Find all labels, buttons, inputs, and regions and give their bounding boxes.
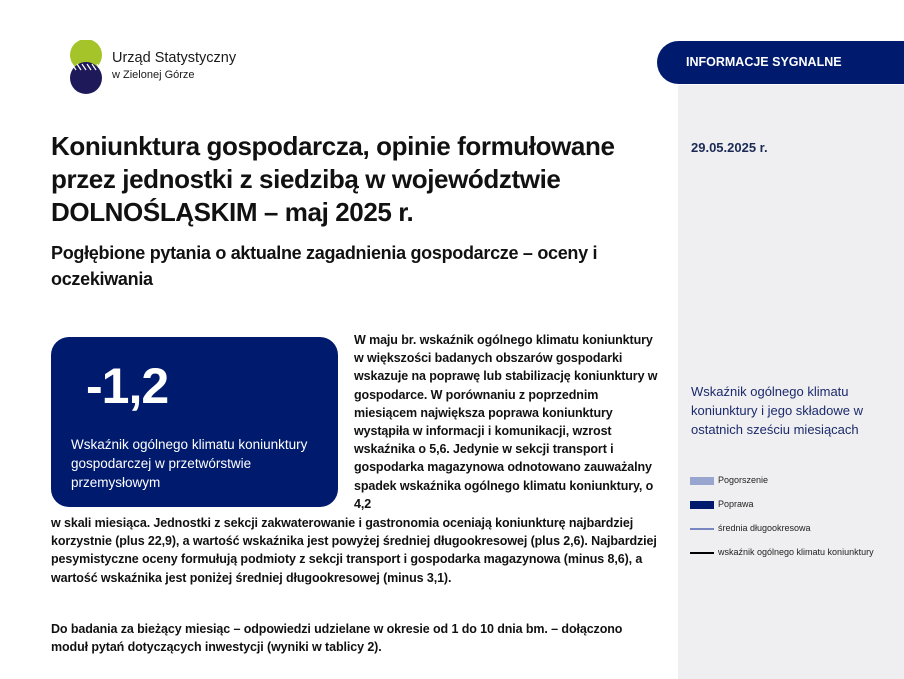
logo-emblem-icon xyxy=(68,40,108,94)
legend-label: Pogorszenie xyxy=(718,475,769,485)
legend-label: wskaźnik ogólnego klimatu koniunktury xyxy=(718,547,874,557)
legend-line-srednia xyxy=(690,528,714,530)
kpi-box xyxy=(51,337,338,507)
page-subtitle: Pogłębione pytania o aktualne zagadnienia gospodarcze – oceny i oczekiwania xyxy=(51,243,598,289)
kpi-label: Wskaźnik ogólnego klimatu koniunktury gospodarczej w przetwórstwie przemysłowym xyxy=(71,437,308,490)
legend-label: Poprawa xyxy=(718,499,754,509)
body-column-text: W maju br. wskaźnik ogólnego klimatu koniunktury w większości badanych obszarów gospodarki wskazuje na poprawę lub stabilizację koniunktury w gospodarce. W porównaniu z poprzednim miesiącem największa poprawa koniunktury wystąpiła w informacji i komunikacji, wzrost wskaźnika o 5,6. Jedynie w sekcji transport i gospodarka magazynowa odnotowano zauważalny spadek wskaźnika ogólnego klimatu koniunktury, o 4,2 xyxy=(354,333,658,511)
legend-line-wskaznik xyxy=(690,552,714,554)
legend-swatch-poprawa xyxy=(690,501,714,509)
logo-text xyxy=(112,50,236,81)
body-paragraph-2: Do badania za bieżący miesiąc – odpowiedzi udzielane w okresie od 1 do 10 dnia bm. – dołączono moduł pytań dotyczących inwestycji (wyniki w tablicy 2). xyxy=(51,622,623,655)
chart-legend xyxy=(690,473,900,569)
logo xyxy=(68,40,258,96)
logo-line1: Urząd Statystyczny xyxy=(112,50,237,66)
publication-date: 29.05.2025 r. xyxy=(691,140,768,155)
section-tab: INFORMACJE SYGNALNE xyxy=(657,41,904,84)
page-title: Koniunktura gospodarcza, opinie formułowane przez jednostki z siedzibą w województwie DOLNOŚLĄSKIM – maj 2025 r. xyxy=(51,131,615,227)
legend-label: średnia długookresowa xyxy=(718,523,811,533)
legend-item-srednia xyxy=(690,521,900,545)
logo-line2: w Zielonej Górze xyxy=(112,68,195,81)
legend-swatch-pogorszenie xyxy=(690,477,714,485)
body-full-text: w skali miesiąca. Jednostki z sekcji zakwaterowanie i gastronomia oceniają koniunkturę najbardziej korzystnie (plus 22,9), a wartość wskaźnika jest powyżej średniej długookresowej (plus 2,6). Najbardziej pesymistyczne oceny formułują podmioty z sekcji transport i gospodarka magazynowa (minus 8,6), a wartość wskaźnika jest poniżej średniej długookresowej (minus 3,1). xyxy=(51,516,657,585)
legend-item-pogorszenie xyxy=(690,473,900,497)
legend-item-wskaznik xyxy=(690,545,900,569)
kpi-value: -1,2 xyxy=(86,358,169,414)
legend-item-poprawa xyxy=(690,497,900,521)
sidebar-chart-heading: Wskaźnik ogólnego klimatu koniunktury i jego składowe w ostatnich sześciu miesiącach xyxy=(691,384,863,437)
